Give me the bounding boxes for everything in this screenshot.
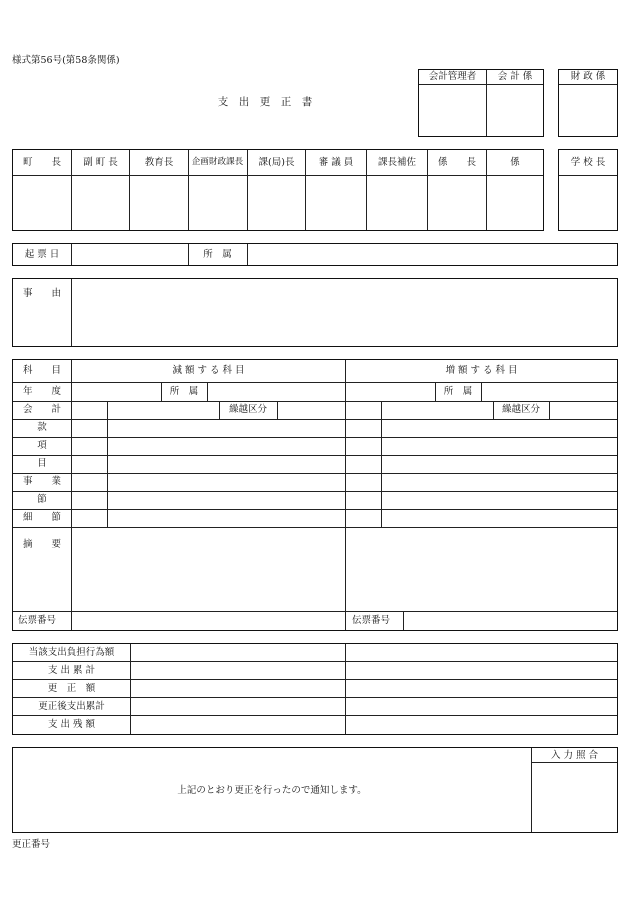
row-label-kou: 項 — [37, 440, 47, 451]
amount-cumulative-label: 支 出 累 計 — [47, 665, 96, 676]
reason-label: 事 由 — [22, 288, 61, 299]
approval-staff: 係 — [510, 157, 520, 168]
account-label: 会 計 — [22, 404, 61, 415]
draft-date-label: 起 票 日 — [24, 249, 60, 260]
draft-affiliation-label: 所 属 — [203, 249, 232, 260]
approval-mayor: 町 長 — [22, 157, 61, 168]
approval-councilor: 審 議 員 — [318, 157, 354, 168]
form-title: 支 出 更 正 書 — [217, 96, 313, 108]
row-label-sub-setsu: 細 節 — [22, 512, 61, 523]
correction-number-label: 更正番号 — [12, 839, 51, 850]
summary-label: 摘 要 — [22, 539, 61, 550]
increase-slip-label: 伝票番号 — [352, 615, 391, 626]
school-principal-label: 学 校 長 — [570, 157, 606, 168]
items-table — [12, 359, 618, 631]
increase-affiliation-label: 所 属 — [443, 386, 473, 397]
amount-after-correction-label: 更正後支出累計 — [38, 701, 105, 712]
row-label-setsu: 節 — [37, 494, 47, 505]
approval-deputy-mayor: 副 町 長 — [83, 157, 118, 168]
row-label-kan: 款 — [37, 422, 47, 433]
increase-header: 増 額 す る 科 目 — [445, 365, 518, 376]
finance-staff-label: 財 政 係 — [570, 71, 606, 82]
subject-label: 科 目 — [22, 365, 61, 376]
draft-date-row — [12, 243, 618, 266]
accounting-staff-label: 会 計 係 — [497, 71, 533, 82]
approval-deputy-section-chief: 課長補佐 — [377, 157, 416, 168]
approval-unit-chief: 係 長 — [437, 157, 476, 168]
accounting-manager-label: 会計管理者 — [428, 71, 477, 82]
input-check-label: 入 力 照 合 — [550, 750, 599, 761]
notice-text: 上記のとおり更正を行ったので通知します。 — [177, 785, 367, 796]
decrease-slip-label: 伝票番号 — [18, 615, 57, 626]
row-label-moku: 目 — [37, 458, 47, 469]
decrease-affiliation-label: 所 属 — [169, 386, 199, 397]
amount-remaining-label: 支 出 残 額 — [47, 719, 96, 730]
year-label: 年 度 — [22, 386, 61, 397]
reason-box — [12, 278, 618, 347]
approval-section-chief: 課(局)長 — [258, 157, 295, 168]
form-number: 様式第56号(第58条関係) — [12, 55, 120, 66]
increase-carryover-label: 繰越区分 — [501, 404, 540, 415]
approval-planning-finance-chief: 企画財政課長 — [191, 157, 244, 167]
amount-correction-label: 更 正 額 — [47, 683, 96, 694]
row-label-project: 事 業 — [22, 476, 61, 487]
amount-commitment-label: 当該支出負担行為額 — [28, 647, 115, 658]
decrease-header: 減 額 す る 科 目 — [172, 365, 245, 376]
decrease-carryover-label: 繰越区分 — [228, 404, 267, 415]
approval-superintendent: 教育長 — [144, 157, 174, 168]
